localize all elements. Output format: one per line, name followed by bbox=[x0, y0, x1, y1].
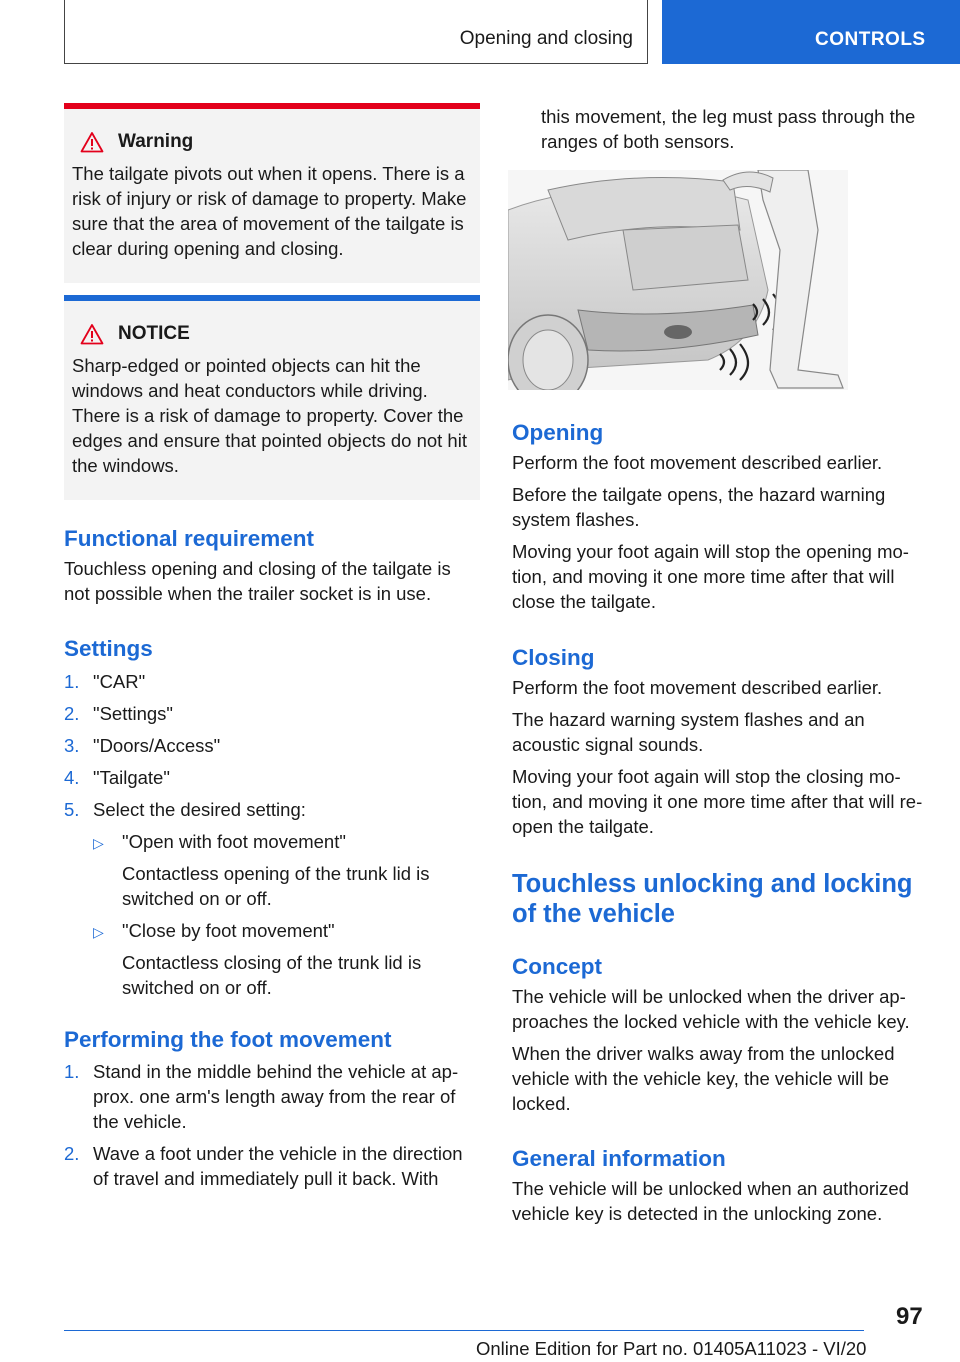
bullet-triangle-icon: ▷ bbox=[93, 835, 104, 851]
general-p1: The vehicle will be unlocked when an authorized vehicle key is detected in the unlocking zone. bbox=[512, 1178, 909, 1224]
list-number: 2. bbox=[64, 703, 80, 724]
option-desc: Contactless closing of the trunk lid is switched on or off. bbox=[122, 952, 422, 998]
list-number: 1. bbox=[64, 671, 80, 692]
functional-section bbox=[64, 526, 480, 606]
notice-body: Sharp-edged or pointed objects can hit the windows and heat conductors while driving. There is a risk of damage to property. Cover the edges and ensure that pointed objects do not hit the windows. bbox=[72, 355, 467, 476]
settings-heading: Settings bbox=[64, 636, 153, 661]
concept-p2: When the driver walks away from the unlocked vehicle with the vehicle key, the vehicle will be locked. bbox=[512, 1043, 895, 1114]
foot-section bbox=[64, 1027, 480, 1191]
list-item bbox=[64, 765, 480, 790]
bullet-triangle-icon: ▷ bbox=[93, 924, 104, 940]
settings-steps bbox=[64, 669, 480, 1000]
notice-title-row bbox=[72, 323, 472, 345]
list-item bbox=[93, 829, 480, 911]
opening-heading: Opening bbox=[512, 420, 604, 445]
option-label: "Open with foot movement" bbox=[122, 831, 346, 852]
closing-p2: The hazard warning system flashes and an acoustic signal sounds. bbox=[512, 709, 865, 755]
general-section bbox=[512, 1146, 928, 1226]
list-text: Select the desired setting: bbox=[93, 799, 306, 820]
foot-heading: Performing the foot movement bbox=[64, 1027, 392, 1052]
settings-section bbox=[64, 636, 480, 1000]
closing-heading: Closing bbox=[512, 645, 595, 670]
car-rear-foot-sensor-icon bbox=[508, 170, 848, 390]
list-text: "Doors/Access" bbox=[93, 735, 221, 756]
list-item bbox=[93, 918, 480, 1000]
page-number: 97 bbox=[896, 1303, 923, 1330]
touchless-heading: Touchless unlocking and locking of the vehicle bbox=[512, 870, 913, 928]
header-box bbox=[64, 0, 648, 64]
list-text: Wave a foot under the vehicle in the direction of travel and immediately pull it back. With bbox=[93, 1143, 463, 1189]
list-item bbox=[64, 701, 480, 726]
warning-icon bbox=[80, 131, 104, 153]
list-number: 4. bbox=[64, 767, 80, 788]
option-label: "Close by foot movement" bbox=[122, 920, 335, 941]
header-tab-label: CONTROLS bbox=[815, 29, 926, 50]
list-item bbox=[64, 1141, 480, 1191]
warning-title: Warning bbox=[118, 131, 194, 152]
notice-box bbox=[64, 295, 480, 500]
list-item bbox=[64, 669, 480, 694]
warning-title-row bbox=[72, 131, 472, 153]
opening-section bbox=[512, 420, 928, 614]
header-section-title: Opening and closing bbox=[459, 28, 633, 49]
opening-p1: Perform the foot movement described earlier. bbox=[512, 452, 883, 473]
footer-divider bbox=[64, 1330, 864, 1331]
closing-p3: Moving your foot again will stop the closing mo- tion, and moving it one more time after that will re-open the tailgate. bbox=[512, 766, 923, 837]
list-text: "Settings" bbox=[93, 703, 173, 724]
functional-heading: Functional requirement bbox=[64, 526, 315, 551]
opening-p2: Before the tailgate opens, the hazard warning system flashes. bbox=[512, 484, 886, 530]
notice-title: NOTICE bbox=[118, 323, 190, 344]
list-text: "CAR" bbox=[93, 671, 146, 692]
list-number: 2. bbox=[64, 1143, 80, 1164]
concept-section bbox=[512, 954, 928, 1116]
list-number: 3. bbox=[64, 735, 80, 756]
list-number: 5. bbox=[64, 799, 80, 820]
list-number: 1. bbox=[64, 1061, 80, 1082]
opening-p3: Moving your foot again will stop the opening mo- tion, and moving it one more time after that will close the tailgate. bbox=[512, 541, 909, 612]
touchless-section bbox=[512, 869, 932, 929]
general-heading: General information bbox=[512, 1146, 726, 1171]
concept-heading: Concept bbox=[512, 954, 602, 979]
list-item bbox=[64, 733, 480, 758]
list-item bbox=[64, 797, 480, 822]
warning-body: The tailgate pivots out when it opens. There is a risk of injury or risk of damage to property. Make sure that the area of movement of the tailgate is clear during opening and closing. bbox=[72, 163, 467, 259]
concept-p1: The vehicle will be unlocked when the driver ap- proaches the locked vehicle with the vehicle key. bbox=[512, 986, 910, 1032]
notice-icon bbox=[80, 323, 104, 345]
header-tab-controls[interactable] bbox=[662, 0, 960, 64]
functional-body: Touchless opening and closing of the tailgate is not possible when the trailer socket is in use. bbox=[64, 558, 451, 604]
list-text: "Tailgate" bbox=[93, 767, 170, 788]
warning-box bbox=[64, 103, 480, 283]
settings-options bbox=[64, 829, 480, 1000]
list-item bbox=[64, 1059, 480, 1134]
tailgate-illustration bbox=[508, 170, 848, 390]
option-desc: Contactless opening of the trunk lid is switched on or off. bbox=[122, 863, 430, 909]
closing-section bbox=[512, 645, 928, 839]
list-text: Stand in the middle behind the vehicle at ap- prox. one arm's length away from the rear of the vehicle. bbox=[93, 1061, 459, 1132]
footer-edition: Online Edition for Part no. 01405A11023 - VI/20 bbox=[476, 1338, 867, 1359]
closing-p1: Perform the foot movement described earlier. bbox=[512, 677, 883, 698]
foot-continued: this movement, the leg must pass through the ranges of both sensors. bbox=[541, 106, 916, 152]
